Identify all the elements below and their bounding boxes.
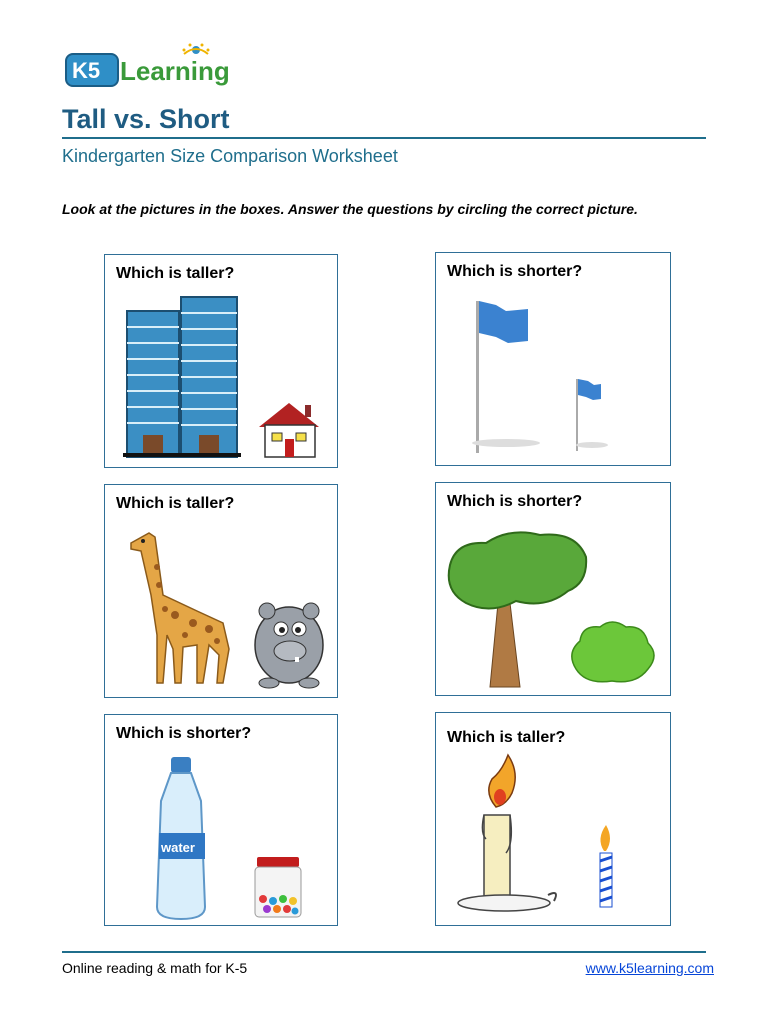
tall-flag-image[interactable] xyxy=(472,301,540,453)
buildings-image[interactable] xyxy=(123,297,241,457)
question-box-2 xyxy=(435,252,671,466)
page-title: Tall vs. Short xyxy=(62,104,230,134)
footer-tagline: Online reading & math for K-5 xyxy=(62,960,248,976)
bush-image[interactable] xyxy=(572,622,654,682)
question-box-1 xyxy=(104,254,338,468)
tree-image[interactable] xyxy=(449,532,586,687)
question-text: Which is shorter? xyxy=(447,263,583,280)
short-flag-image[interactable] xyxy=(576,379,608,451)
question-text: Which is taller? xyxy=(116,495,235,512)
question-box-3 xyxy=(104,484,338,698)
footer-divider xyxy=(62,951,706,953)
candy-jar-image[interactable] xyxy=(255,857,301,917)
k5-learning-logo xyxy=(64,40,254,96)
page-subtitle: Kindergarten Size Comparison Worksheet xyxy=(62,146,398,166)
birthday-candle-image[interactable] xyxy=(600,825,612,907)
question-box-5 xyxy=(104,714,338,926)
house-image[interactable] xyxy=(259,403,319,457)
question-box-4 xyxy=(435,482,671,696)
water-label: water xyxy=(161,840,195,855)
tall-candle-image[interactable] xyxy=(458,755,556,911)
footer-link[interactable]: www.k5learning.com xyxy=(585,960,714,976)
question-text: Which is shorter? xyxy=(116,725,252,742)
header-divider xyxy=(62,137,706,139)
hippo-image[interactable] xyxy=(255,603,323,688)
svg-text:Learning: Learning xyxy=(120,56,230,86)
giraffe-image[interactable] xyxy=(131,533,229,683)
water-bottle-image[interactable] xyxy=(157,757,205,919)
question-text: Which is taller? xyxy=(116,265,235,282)
question-text: Which is taller? xyxy=(447,729,566,746)
question-text: Which is shorter? xyxy=(447,493,583,510)
instructions: Look at the pictures in the boxes. Answer the questions by circling the correct picture. xyxy=(62,201,638,217)
svg-text:K5: K5 xyxy=(72,58,101,83)
question-box-6 xyxy=(435,712,671,926)
